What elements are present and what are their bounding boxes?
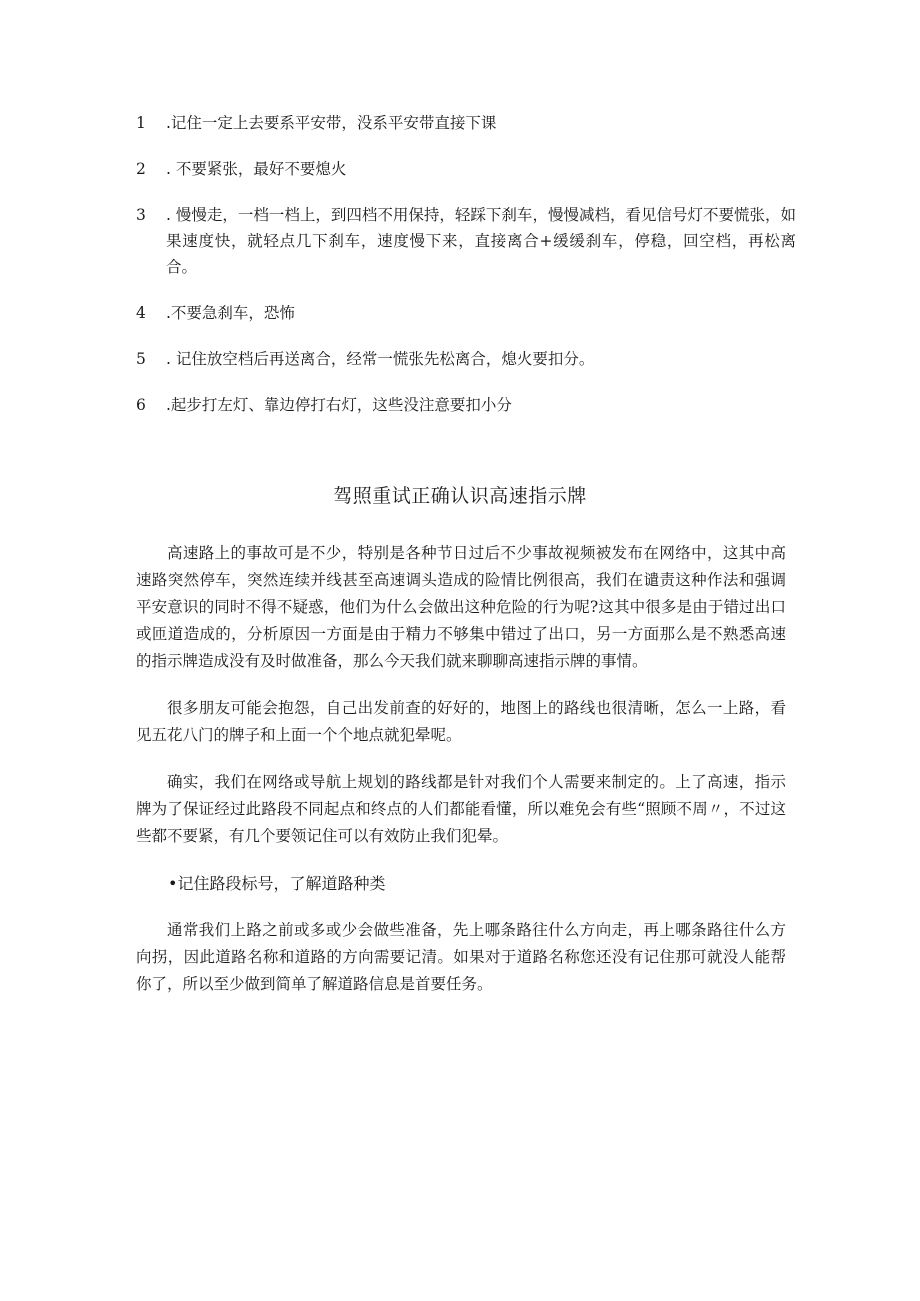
- tip-item-2: [136, 156, 796, 182]
- tip-text: .起步打左灯、靠边停打右灯，这些没注意要扣小分: [166, 396, 512, 414]
- tip-number: 6: [136, 396, 146, 414]
- article-paragraph: 高速路上的事故可是不少，特别是各种节日过后不少事故视频被发布在网络中，这其中高速路突然停车，突然连续并线甚至高速调头造成的险情比例很高，我们在谴责这种作法和强调平安意识的同时不得不疑惑，他们为什么会做出这种危险的行为呢?这其中很多是由于错过出口或匝道造成的，分析原因一方面是由于精力不够集中错过了出口，另一方面那么是不熟悉高速的指示牌造成没有及时做准备，那么今天我们就来聊聊高速指示牌的事情。: [136, 544, 786, 670]
- tip-item-3: [136, 202, 796, 280]
- tip-number: 3: [136, 206, 146, 224]
- article-title: 驾照重试正确认识高速指示牌: [333, 485, 587, 507]
- article-paragraph: 很多朋友可能会抱怨，自己出发前查的好好的，地图上的路线也很清晰，怎么一上路，看见五花八门的牌子和上面一个个地点就犯晕呢。: [136, 699, 786, 744]
- tip-number: 5: [136, 350, 146, 368]
- tip-item-5: [136, 346, 796, 372]
- tip-item-1: [136, 110, 796, 136]
- tip-item-6: [136, 392, 796, 418]
- tip-number: 2: [136, 160, 146, 178]
- tip-number: 4: [136, 304, 146, 322]
- section-bullet-heading: •记住路段标号，了解道路种类: [168, 874, 386, 893]
- article-paragraph: 通常我们上路之前或多或少会做些准备，先上哪条路往什么方向走，再上哪条路往什么方向拐，因此道路名称和道路的方向需要记清。如果对于道路名称您还没有记住那可就没人能帮你了，所以至少做到简单了解道路信息是首要任务。: [136, 921, 786, 993]
- tip-text: .记住一定上去要系平安带，没系平安带直接下课: [166, 114, 497, 132]
- tip-text: . 慢慢走，一档一档上，到四档不用保持，轻踩下刹车，慢慢减档，看见信号灯不要慌张，如果速度快，就轻点几下刹车，速度慢下来，直接离合+缓缓刹车，停稳，回空档，再松离合。: [166, 206, 796, 276]
- tip-text: .不要急刹车，恐怖: [166, 304, 295, 322]
- tip-text: . 记住放空档后再送离合，经常一慌张先松离合，熄火要扣分。: [166, 350, 595, 368]
- tip-number: 1: [136, 114, 146, 132]
- tip-item-4: [136, 300, 796, 326]
- driving-tips-list: [136, 110, 796, 438]
- article-paragraph: 确实，我们在网络或导航上规划的路线都是针对我们个人需要来制定的。上了高速，指示牌为了保证经过此路段不同起点和终点的人们都能看懂，所以难免会有些“照顾不周〃，不过这些都不要紧，有几个要领记住可以有效防止我们犯晕。: [136, 773, 786, 845]
- tip-text: . 不要紧张，最好不要熄火: [166, 160, 347, 178]
- article-body: [136, 540, 786, 1018]
